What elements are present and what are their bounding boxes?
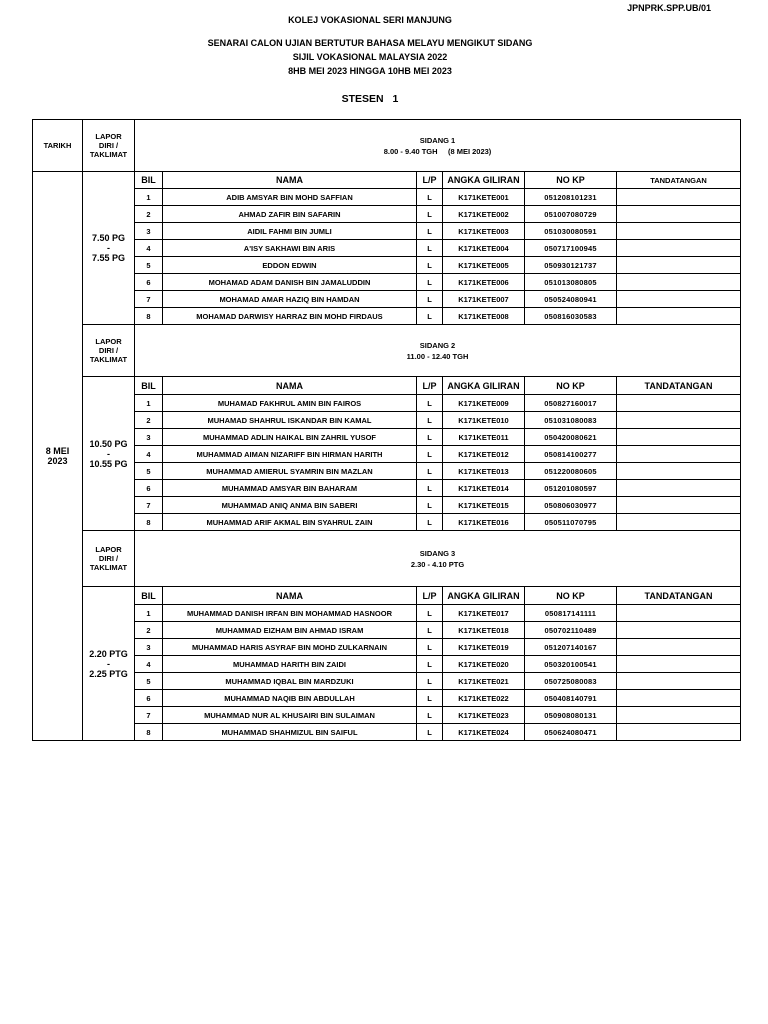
- session-title: SIDANG 1: [419, 135, 456, 145]
- bil-cell: 2: [135, 622, 163, 639]
- candidate-row: [33, 622, 741, 639]
- candidate-name: MUHAMMAD ADLIN HAIKAL BIN ZAHRIL YUSOF: [163, 429, 417, 446]
- candidate-row: [33, 707, 741, 724]
- candidate-name: MOHAMAD DARWISY HARRAZ BIN MOHD FIRDAUS: [163, 308, 417, 325]
- angka-giliran-cell: K171KETE004: [443, 240, 525, 257]
- report-time-line: 2.20 PTG: [89, 648, 128, 659]
- candidate-row: [33, 724, 741, 741]
- gender-cell: L: [417, 308, 443, 325]
- angka-giliran-cell: K171KETE014: [443, 480, 525, 497]
- candidate-row: [33, 240, 741, 257]
- lp-header: L/P: [417, 172, 443, 189]
- lapor-diri-line: DIRI /: [98, 346, 119, 355]
- tarikh-line: 8 MEI: [45, 446, 70, 456]
- no-kp-cell: 050814100277: [525, 446, 617, 463]
- angka-giliran-cell: K171KETE008: [443, 308, 525, 325]
- bil-cell: 3: [135, 223, 163, 240]
- signature-cell[interactable]: [617, 724, 741, 741]
- candidate-name: A'ISY SAKHAWI BIN ARIS: [163, 240, 417, 257]
- angka-giliran-cell: K171KETE023: [443, 707, 525, 724]
- angka-giliran-header: ANGKA GILIRAN: [443, 587, 525, 605]
- lapor-diri-line: LAPOR: [95, 545, 122, 554]
- column-header-row: [33, 172, 741, 189]
- lapor-diri-line: DIRI /: [98, 141, 119, 150]
- gender-cell: L: [417, 480, 443, 497]
- lapor-diri-line: DIRI /: [98, 554, 119, 563]
- bil-header: BIL: [135, 172, 163, 189]
- angka-giliran-cell: K171KETE009: [443, 395, 525, 412]
- document-reference: JPNPRK.SPP.UB/01: [627, 3, 711, 13]
- lapor-diri-label: [83, 120, 135, 172]
- session-header-row: [33, 325, 741, 377]
- angka-giliran-header: ANGKA GILIRAN: [443, 172, 525, 189]
- signature-cell[interactable]: [617, 308, 741, 325]
- lapor-diri-label: [83, 531, 135, 587]
- bil-cell: 5: [135, 463, 163, 480]
- signature-cell[interactable]: [617, 257, 741, 274]
- gender-cell: L: [417, 291, 443, 308]
- lapor-diri-line: LAPOR: [95, 132, 122, 141]
- bil-cell: 3: [135, 639, 163, 656]
- session-time: 2.30 - 4.10 PTG: [410, 559, 465, 569]
- bil-cell: 7: [135, 707, 163, 724]
- bil-cell: 5: [135, 257, 163, 274]
- tandatangan-header: TANDATANGAN: [617, 172, 741, 189]
- signature-cell[interactable]: [617, 707, 741, 724]
- lp-header: L/P: [417, 377, 443, 395]
- signature-cell[interactable]: [617, 446, 741, 463]
- session-title: SIDANG 3: [419, 548, 456, 558]
- column-header-row: [33, 587, 741, 605]
- college-name: KOLEJ VOKASIONAL SERI MANJUNG: [288, 15, 452, 25]
- angka-giliran-header: ANGKA GILIRAN: [443, 377, 525, 395]
- candidate-name: AIDIL FAHMI BIN JUMLI: [163, 223, 417, 240]
- signature-cell[interactable]: [617, 189, 741, 206]
- angka-giliran-cell: K171KETE005: [443, 257, 525, 274]
- gender-cell: L: [417, 395, 443, 412]
- candidate-table-body: [33, 120, 741, 741]
- candidate-name: MOHAMAD AMAR HAZIQ BIN HAMDAN: [163, 291, 417, 308]
- no-kp-cell: 051207140167: [525, 639, 617, 656]
- no-kp-cell: 050816030583: [525, 308, 617, 325]
- candidate-row: [33, 514, 741, 531]
- gender-cell: L: [417, 605, 443, 622]
- angka-giliran-cell: K171KETE007: [443, 291, 525, 308]
- gender-cell: L: [417, 656, 443, 673]
- candidate-row: [33, 291, 741, 308]
- angka-giliran-cell: K171KETE019: [443, 639, 525, 656]
- candidate-name: MUHAMMAD ANIQ ANMA BIN SABERI: [163, 497, 417, 514]
- no-kp-cell: 050817141111: [525, 605, 617, 622]
- lapor-diri-line: TAKLIMAT: [89, 563, 128, 572]
- bil-cell: 2: [135, 412, 163, 429]
- candidate-name: ADIB AMSYAR BIN MOHD SAFFIAN: [163, 189, 417, 206]
- angka-giliran-cell: K171KETE002: [443, 206, 525, 223]
- signature-cell[interactable]: [617, 206, 741, 223]
- signature-cell[interactable]: [617, 274, 741, 291]
- candidate-row: [33, 480, 741, 497]
- angka-giliran-cell: K171KETE010: [443, 412, 525, 429]
- candidate-row: [33, 412, 741, 429]
- bil-cell: 7: [135, 291, 163, 308]
- angka-giliran-cell: K171KETE018: [443, 622, 525, 639]
- angka-giliran-cell: K171KETE021: [443, 673, 525, 690]
- session-header-row: [33, 120, 741, 172]
- nama-header: NAMA: [163, 587, 417, 605]
- bil-cell: 4: [135, 446, 163, 463]
- gender-cell: L: [417, 514, 443, 531]
- signature-cell[interactable]: [617, 673, 741, 690]
- candidate-row: [33, 274, 741, 291]
- candidate-name: AHMAD ZAFIR BIN SAFARIN: [163, 206, 417, 223]
- bil-cell: 8: [135, 514, 163, 531]
- session-header-row: [33, 531, 741, 587]
- angka-giliran-cell: K171KETE011: [443, 429, 525, 446]
- tandatangan-header: TANDATANGAN: [617, 377, 741, 395]
- angka-giliran-cell: K171KETE017: [443, 605, 525, 622]
- candidate-name: MUHAMMAD EIZHAM BIN AHMAD ISRAM: [163, 622, 417, 639]
- no-kp-cell: 050420080621: [525, 429, 617, 446]
- signature-cell[interactable]: [617, 223, 741, 240]
- tarikh-line: 2023: [47, 456, 68, 466]
- angka-giliran-cell: K171KETE020: [443, 656, 525, 673]
- no-kp-cell: 051007080729: [525, 206, 617, 223]
- lapor-diri-line: LAPOR: [95, 337, 122, 346]
- signature-cell[interactable]: [617, 639, 741, 656]
- candidate-row: [33, 673, 741, 690]
- gender-cell: L: [417, 274, 443, 291]
- report-time-line: -: [107, 448, 110, 459]
- report-time-line: 10.55 PG: [89, 458, 128, 469]
- candidate-row: [33, 223, 741, 240]
- no-kp-cell: 050320100541: [525, 656, 617, 673]
- gender-cell: L: [417, 206, 443, 223]
- bil-cell: 4: [135, 656, 163, 673]
- no-kp-header: NO KP: [525, 377, 617, 395]
- gender-cell: L: [417, 707, 443, 724]
- no-kp-cell: 050930121737: [525, 257, 617, 274]
- no-kp-cell: 050702110489: [525, 622, 617, 639]
- column-header-row: [33, 377, 741, 395]
- gender-cell: L: [417, 446, 443, 463]
- report-time-line: 10.50 PG: [89, 438, 128, 449]
- bil-cell: 8: [135, 724, 163, 741]
- signature-cell[interactable]: [617, 480, 741, 497]
- signature-cell[interactable]: [617, 690, 741, 707]
- gender-cell: L: [417, 622, 443, 639]
- candidate-name: EDDON EDWIN: [163, 257, 417, 274]
- signature-cell[interactable]: [617, 395, 741, 412]
- bil-cell: 1: [135, 605, 163, 622]
- no-kp-cell: 051031080083: [525, 412, 617, 429]
- signature-cell[interactable]: [617, 497, 741, 514]
- no-kp-cell: 050827160017: [525, 395, 617, 412]
- lapor-diri-line: TAKLIMAT: [89, 355, 128, 364]
- gender-cell: L: [417, 412, 443, 429]
- no-kp-cell: 050806030977: [525, 497, 617, 514]
- bil-cell: 2: [135, 206, 163, 223]
- no-kp-cell: 050908080131: [525, 707, 617, 724]
- bil-header: BIL: [135, 377, 163, 395]
- gender-cell: L: [417, 189, 443, 206]
- no-kp-cell: 050408140791: [525, 690, 617, 707]
- report-time-line: -: [107, 658, 110, 669]
- no-kp-cell: 051208101231: [525, 189, 617, 206]
- bil-cell: 1: [135, 395, 163, 412]
- session-time: 8.00 - 9.40 TGH (8 MEI 2023): [383, 146, 492, 156]
- no-kp-cell: 050511070795: [525, 514, 617, 531]
- candidate-name: MUHAMMAD AMIERUL SYAMRIN BIN MAZLAN: [163, 463, 417, 480]
- signature-cell[interactable]: [617, 622, 741, 639]
- session-time: 11.00 - 12.40 TGH: [406, 351, 469, 361]
- candidate-name: MUHAMMAD NAQIB BIN ABDULLAH: [163, 690, 417, 707]
- candidate-row: [33, 189, 741, 206]
- gender-cell: L: [417, 429, 443, 446]
- angka-giliran-cell: K171KETE024: [443, 724, 525, 741]
- candidate-name: MUHAMMAD SHAHMIZUL BIN SAIFUL: [163, 724, 417, 741]
- bil-cell: 6: [135, 690, 163, 707]
- signature-cell[interactable]: [617, 514, 741, 531]
- angka-giliran-cell: K171KETE003: [443, 223, 525, 240]
- angka-giliran-cell: K171KETE016: [443, 514, 525, 531]
- bil-cell: 1: [135, 189, 163, 206]
- document-subtitle: SIJIL VOKASIONAL MALAYSIA 2022: [292, 52, 448, 62]
- no-kp-header: NO KP: [525, 172, 617, 189]
- candidate-name: MUHAMMAD HARITH BIN ZAIDI: [163, 656, 417, 673]
- session-title: SIDANG 2: [419, 340, 456, 350]
- signature-cell[interactable]: [617, 291, 741, 308]
- gender-cell: L: [417, 497, 443, 514]
- bil-cell: 4: [135, 240, 163, 257]
- bil-cell: 6: [135, 480, 163, 497]
- angka-giliran-cell: K171KETE015: [443, 497, 525, 514]
- candidate-name: MUHAMAD FAKHRUL AMIN BIN FAIROS: [163, 395, 417, 412]
- gender-cell: L: [417, 724, 443, 741]
- angka-giliran-cell: K171KETE022: [443, 690, 525, 707]
- tarikh-header: TARIKH: [33, 120, 83, 172]
- no-kp-cell: 051220080605: [525, 463, 617, 480]
- no-kp-cell: 051013080805: [525, 274, 617, 291]
- no-kp-header: NO KP: [525, 587, 617, 605]
- signature-cell[interactable]: [617, 463, 741, 480]
- candidate-name: MUHAMMAD DANISH IRFAN BIN MOHAMMAD HASNOOR: [163, 605, 417, 622]
- session-title-cell: [135, 531, 741, 587]
- candidate-name: MUHAMMAD HARIS ASYRAF BIN MOHD ZULKARNAIN: [163, 639, 417, 656]
- no-kp-cell: 050524080941: [525, 291, 617, 308]
- tarikh-cell: [33, 172, 83, 741]
- nama-header: NAMA: [163, 377, 417, 395]
- bil-header: BIL: [135, 587, 163, 605]
- candidate-row: [33, 639, 741, 656]
- gender-cell: L: [417, 639, 443, 656]
- report-time-cell: [83, 377, 135, 531]
- signature-cell[interactable]: [617, 605, 741, 622]
- angka-giliran-cell: K171KETE012: [443, 446, 525, 463]
- candidate-row: [33, 463, 741, 480]
- document-dates: 8HB MEI 2023 HINGGA 10HB MEI 2023: [288, 66, 452, 76]
- report-time-line: -: [107, 243, 110, 253]
- candidate-name: MUHAMMAD IQBAL BIN MARDZUKI: [163, 673, 417, 690]
- candidate-row: [33, 206, 741, 223]
- candidate-table: [32, 119, 741, 741]
- lp-header: L/P: [417, 587, 443, 605]
- gender-cell: L: [417, 673, 443, 690]
- candidate-row: [33, 656, 741, 673]
- angka-giliran-cell: K171KETE001: [443, 189, 525, 206]
- report-time-line: 7.55 PG: [91, 253, 126, 263]
- lapor-diri-label: [83, 325, 135, 377]
- angka-giliran-cell: K171KETE013: [443, 463, 525, 480]
- angka-giliran-cell: K171KETE006: [443, 274, 525, 291]
- candidate-name: MUHAMMAD NUR AL KHUSAIRI BIN SULAIMAN: [163, 707, 417, 724]
- document-title: SENARAI CALON UJIAN BERTUTUR BAHASA MELAYU MENGIKUT SIDANG: [207, 38, 533, 48]
- report-time-line: 2.25 PTG: [89, 668, 128, 679]
- session-title-cell: [135, 325, 741, 377]
- no-kp-cell: 050725080083: [525, 673, 617, 690]
- report-time-line: 7.50 PG: [91, 233, 126, 243]
- candidate-row: [33, 257, 741, 274]
- candidate-name: MOHAMAD ADAM DANISH BIN JAMALUDDIN: [163, 274, 417, 291]
- candidate-row: [33, 429, 741, 446]
- candidate-row: [33, 395, 741, 412]
- signature-cell[interactable]: [617, 240, 741, 257]
- report-time-cell: [83, 172, 135, 325]
- candidate-name: MUHAMMAD AMSYAR BIN BAHARAM: [163, 480, 417, 497]
- candidate-row: [33, 605, 741, 622]
- candidate-row: [33, 446, 741, 463]
- gender-cell: L: [417, 223, 443, 240]
- bil-cell: 6: [135, 274, 163, 291]
- candidate-name: MUHAMMAD ARIF AKMAL BIN SYAHRUL ZAIN: [163, 514, 417, 531]
- signature-cell[interactable]: [617, 412, 741, 429]
- candidate-row: [33, 690, 741, 707]
- bil-cell: 5: [135, 673, 163, 690]
- no-kp-cell: 050624080471: [525, 724, 617, 741]
- session-title-cell: [135, 120, 741, 172]
- signature-cell[interactable]: [617, 429, 741, 446]
- candidate-row: [33, 497, 741, 514]
- gender-cell: L: [417, 257, 443, 274]
- no-kp-cell: 050717100945: [525, 240, 617, 257]
- bil-cell: 3: [135, 429, 163, 446]
- gender-cell: L: [417, 463, 443, 480]
- no-kp-cell: 051030080591: [525, 223, 617, 240]
- gender-cell: L: [417, 240, 443, 257]
- bil-cell: 8: [135, 308, 163, 325]
- tandatangan-header: TANDATANGAN: [617, 587, 741, 605]
- candidate-name: MUHAMMAD AIMAN NIZARIFF BIN HIRMAN HARITH: [163, 446, 417, 463]
- lapor-diri-line: TAKLIMAT: [89, 150, 128, 159]
- gender-cell: L: [417, 690, 443, 707]
- report-time-cell: [83, 587, 135, 741]
- candidate-name: MUHAMAD SHAHRUL ISKANDAR BIN KAMAL: [163, 412, 417, 429]
- candidate-row: [33, 308, 741, 325]
- bil-cell: 7: [135, 497, 163, 514]
- nama-header: NAMA: [163, 172, 417, 189]
- no-kp-cell: 051201080597: [525, 480, 617, 497]
- signature-cell[interactable]: [617, 656, 741, 673]
- station-title: STESEN 1: [341, 93, 399, 105]
